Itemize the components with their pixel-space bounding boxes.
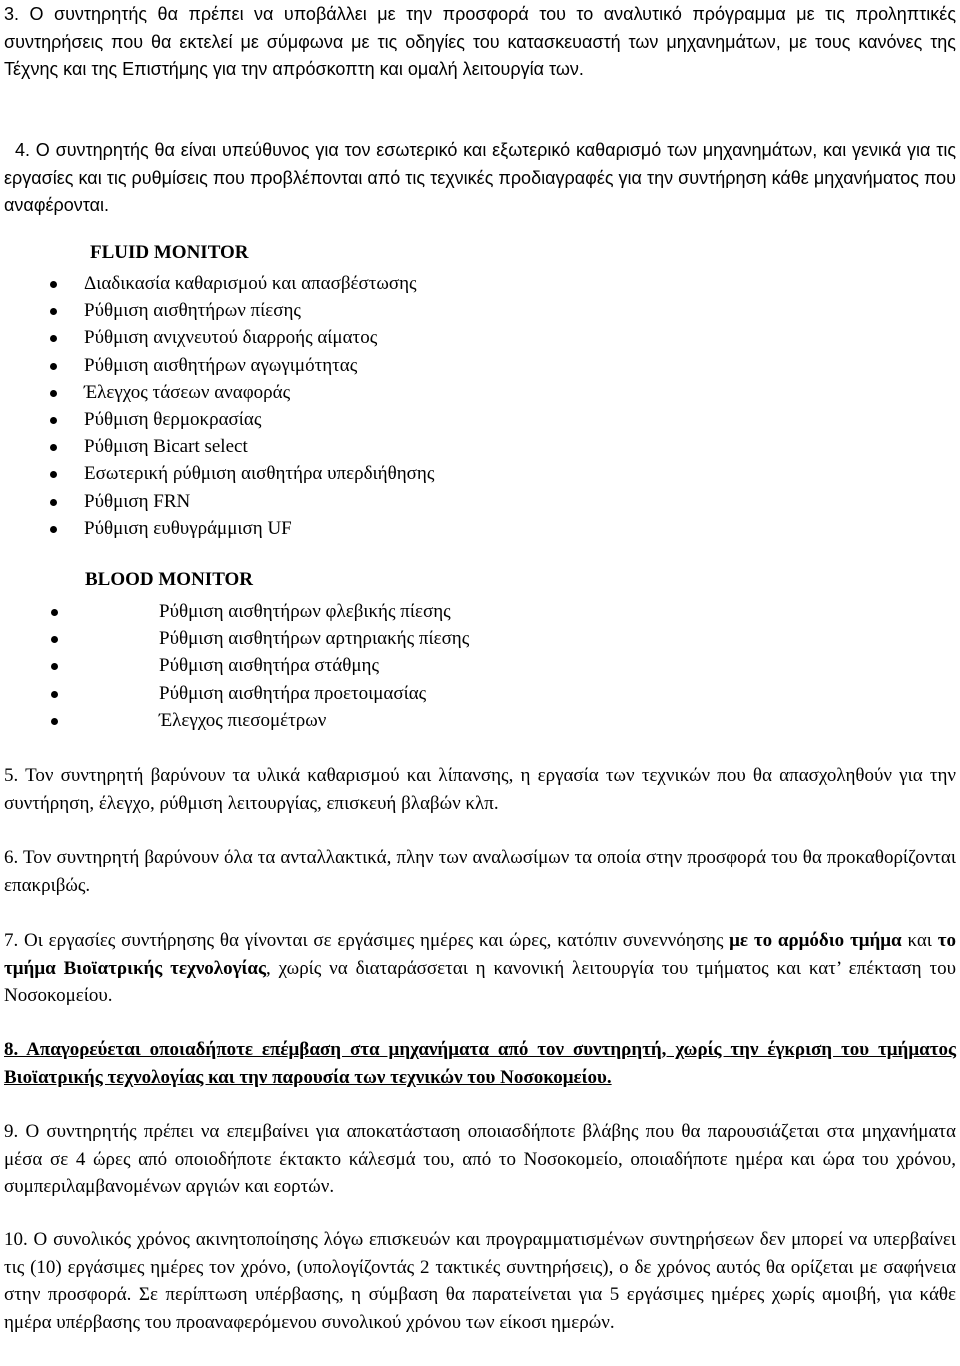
paragraph-5: 5. Τον συντηρητή βαρύνουν τα υλικά καθαρισμού και λίπανσης, η εργασία των τεχνικών που θα απασχοληθούν για την συντήρηση, έλεγχο, ρύθμιση λειτουργίας, επισκευή βλαβών κλπ.: [4, 765, 956, 814]
bold-relevant-department: με το αρμόδιο τμήμα: [729, 930, 902, 951]
paragraph-4: 4. Ο συντηρητής θα είναι υπεύθυνος για τον εσωτερικό και εξωτερικό καθαρισμό των μηχανημάτων, και γενικά για τις εργασίες και τις ρυθμίσεις που προβλέπονται από τις τεχνικές προδιαγραφές για την συντήρηση κάθε μηχανήματος που αναφέρονται.: [4, 140, 956, 215]
paragraph-6: 6. Τον συντηρητή βαρύνουν όλα τα ανταλλακτικά, πλην των αναλωσίμων τα οποία στην προσφορά του θα προκαθορίζονται επακριβώς.: [4, 847, 956, 896]
fluid-monitor-heading: FLUID MONITOR: [90, 242, 249, 263]
paragraph-10: 10. Ο συνολικός χρόνος ακινητοποίησης λόγω επισκευών και προγραμματισμένων συντηρήσεων δεν μπορεί να υπερβαίνει τις (10) εργάσιμες ημέρες τον χρόνο, (υπολογίζοντάς 2 τακτικές συντηρήσεις), ο δε χρόνος αυτός θα ορίζεται με σαφήνεια στην προσφορά. Σε περίπτωση υπέρβασης, η σύμβαση θα παρατείνεται για 5 εργάσιμες ημέρες χωρίς αμοιβή, για κάθε ημέρα υπέρβασης του προαναφερόμενου συνολικού χρόνου των είκοσι ημερών.: [4, 1229, 956, 1333]
bullet-icon: [51, 691, 58, 698]
list-item: Ρύθμιση αισθητήρων αρτηριακής πίεσης: [4, 625, 469, 652]
blood-monitor-list: [4, 598, 469, 734]
list-item: Ρύθμιση FRN: [4, 488, 434, 515]
bullet-icon: [51, 718, 58, 725]
blood-monitor-heading: BLOOD MONITOR: [85, 569, 254, 590]
list-item: Ρύθμιση ανιχνευτού διαρροής αίματος: [4, 324, 434, 351]
bullet-icon: [50, 281, 57, 288]
bold-biomedical-department: το τμήμα Βιοϊατρικής τεχνολογίας: [4, 930, 956, 979]
list-item: Ρύθμιση αισθητήρων πίεσης: [4, 297, 434, 324]
paragraph-7: 7. Οι εργασίες συντήρησης θα γίνονται σε εργάσιμες ημέρες και ώρες, κατόπιν συνεννόησης με το αρμόδιο τμήμα και το τμήμα Βιοϊατρικής τεχνολογίας, χωρίς να διαταράσσεται η κανονική λειτουργία του τμήματος και κατ’ επέκταση του Νοσοκομείου.: [4, 930, 956, 1006]
bullet-icon: [50, 526, 57, 533]
paragraph-9: 9. Ο συντηρητής πρέπει να επεμβαίνει για αποκατάσταση οποιασδήποτε βλάβης που θα παρουσιάζεται στα μηχανήματα μέσα σε 4 ώρες από οποιοδήποτε έκτακτο κάλεσμά του, από το Νοσοκομείο, οποιαδήποτε ημέρα και ώρα του χρόνου, συμπεριλαμβανομένων αργιών και εορτών.: [4, 1121, 956, 1197]
bullet-icon: [50, 499, 57, 506]
bullet-icon: [50, 444, 57, 451]
bullet-icon: [51, 609, 58, 616]
bullet-icon: [51, 663, 58, 670]
bullet-icon: [50, 390, 57, 397]
bullet-icon: [50, 471, 57, 478]
bullet-icon: [50, 308, 57, 315]
list-item: Ρύθμιση θερμοκρασίας: [4, 406, 434, 433]
list-item: Ρύθμιση αισθητήρα στάθμης: [4, 652, 469, 679]
bullet-icon: [50, 363, 57, 370]
list-item: Ρύθμιση αισθητήρων αγωγιμότητας: [4, 352, 434, 379]
list-item: Διαδικασία καθαρισμού και απασβέστωσης: [4, 270, 434, 297]
paragraph-8: 8. Απαγορεύεται οποιαδήποτε επέμβαση στα μηχανήματα από τον συντηρητή, χωρίς την έγκριση του τμήματος Βιοϊατρικής τεχνολογίας και την παρουσία των τεχνικών του Νοσοκομείου.: [4, 1039, 956, 1088]
bullet-icon: [50, 417, 57, 424]
list-item: Έλεγχος τάσεων αναφοράς: [4, 379, 434, 406]
bullet-icon: [50, 335, 57, 342]
list-item: Έλεγχος πιεσομέτρων: [4, 707, 469, 734]
list-item: Ρύθμιση αισθητήρων φλεβικής πίεσης: [4, 598, 469, 625]
list-item: Ρύθμιση αισθητήρα προετοιμασίας: [4, 680, 469, 707]
list-item: Εσωτερική ρύθμιση αισθητήρα υπερδιήθησης: [4, 460, 434, 487]
fluid-monitor-list: [4, 270, 434, 542]
list-item: Ρύθμιση Bicart select: [4, 433, 434, 460]
bullet-icon: [51, 636, 58, 643]
paragraph-3: 3. Ο συντηρητής θα πρέπει να υποβάλλει με την προσφορά του το αναλυτικό πρόγραμμα με τις προληπτικές συντηρήσεις που θα εκτελεί με σύμφωνα με τις οδηγίες του κατασκευαστή των μηχανημάτων, με τους κανόνες της Τέχνης και της Επιστήμης για την απρόσκοπτη και ομαλή λειτουργία των.: [4, 4, 956, 79]
list-item: Ρύθμιση ευθυγράμμιση UF: [4, 515, 434, 542]
